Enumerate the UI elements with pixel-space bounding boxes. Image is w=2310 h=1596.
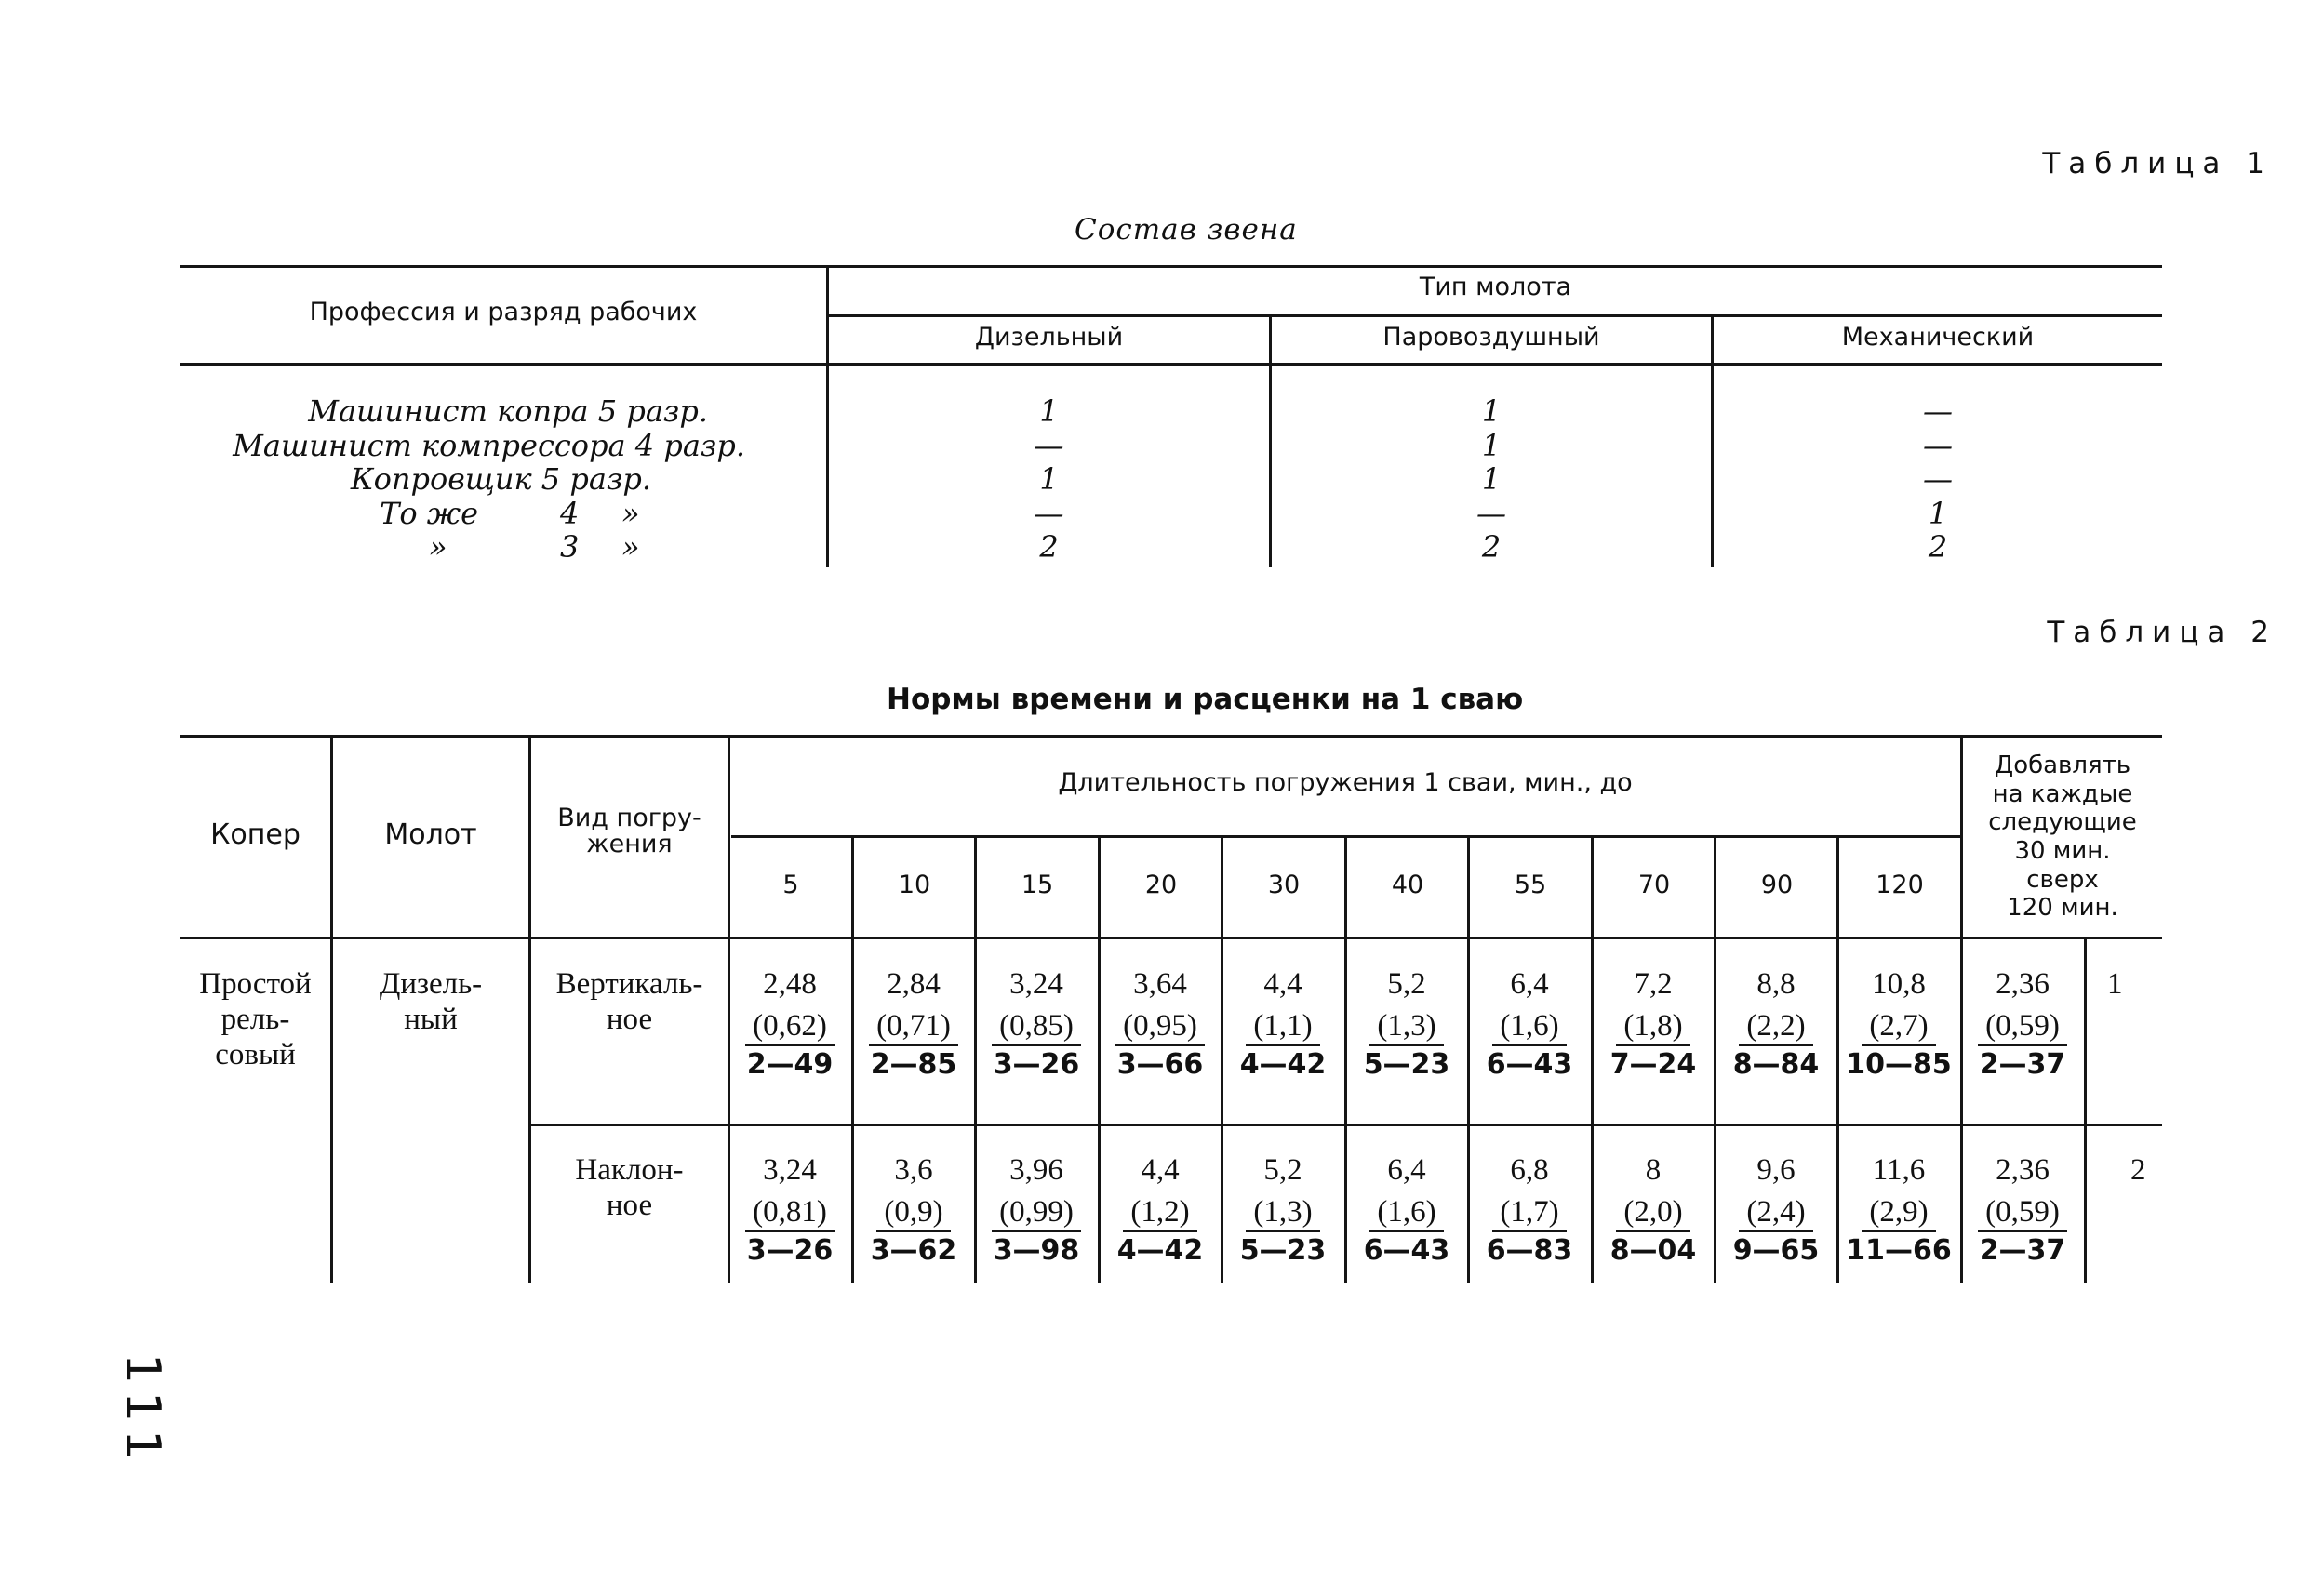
norm-value: 3,24: [763, 1153, 817, 1187]
wage-row: [1470, 1195, 1589, 1232]
wage-row: [977, 1009, 1096, 1046]
norm-value: 6,4: [1510, 967, 1549, 1001]
rate-value: 2—37: [1979, 1234, 2066, 1267]
rate-value: 6—43: [1363, 1234, 1450, 1267]
table1-column-header: Дизельный: [974, 323, 1124, 352]
table1-cell: 1: [1481, 393, 1502, 429]
table2-top-rule: [180, 735, 2162, 738]
wage-row: [1716, 1009, 1836, 1046]
table2-koper-value: Простой рель- совый: [199, 967, 312, 1071]
table2-cell: [1716, 967, 1836, 1081]
table1-cell: 1: [1039, 461, 1059, 497]
wage-value: (1,7): [1492, 1195, 1566, 1232]
wage-row: [977, 1195, 1096, 1232]
table2-row-marker: 2: [2130, 1153, 2146, 1187]
wage-row: [1716, 1195, 1836, 1232]
wage-row: [1223, 1195, 1342, 1232]
wage-value: (0,99): [992, 1195, 1081, 1232]
table2-title: Нормы времени и расценки на 1 сваю: [887, 683, 1524, 716]
wage-row: [730, 1009, 849, 1046]
wage-row: [730, 1195, 849, 1232]
table2-duration-header: 20: [1144, 871, 1178, 899]
table2-cell: [977, 967, 1096, 1081]
table2-cell: [1963, 967, 2082, 1081]
wage-value: (1,2): [1123, 1195, 1196, 1232]
table1-row-label: То же: [380, 496, 479, 531]
wage-value: (0,9): [876, 1195, 950, 1232]
rate-value: 8—84: [1732, 1048, 1820, 1081]
norm-value: 5,2: [1263, 1153, 1302, 1187]
wage-row: [1347, 1195, 1466, 1232]
norm-value: 8,8: [1756, 967, 1796, 1001]
norm-value: 2,36: [1996, 1153, 2050, 1187]
table1-cell: 1: [1039, 393, 1059, 429]
rate-value: 10—85: [1846, 1048, 1952, 1081]
table2-cell: [1594, 1153, 1713, 1267]
wage-value: (1,1): [1246, 1009, 1319, 1046]
table1-cell: 1: [1481, 461, 1502, 497]
wage-value: (1,3): [1369, 1009, 1443, 1046]
table1-row-label: Машинист компрессора 4 разр.: [233, 428, 745, 463]
table1-cell: —: [1923, 393, 1953, 429]
wage-row: [854, 1195, 973, 1232]
wage-value: (1,8): [1616, 1009, 1689, 1046]
table2-duration-header: 30: [1267, 871, 1301, 899]
table2-duration-header: 120: [1876, 871, 1924, 899]
wage-row: [1594, 1009, 1713, 1046]
table2-cell: [1101, 1153, 1220, 1267]
wage-row: [1347, 1009, 1466, 1046]
table1-column-header: Паровоздушный: [1382, 323, 1600, 352]
norm-value: 3,6: [894, 1153, 933, 1187]
rate-value: 3—62: [870, 1234, 957, 1267]
table2-cell: [977, 1153, 1096, 1267]
wage-value: (1,3): [1246, 1195, 1319, 1232]
wage-row: [1594, 1195, 1713, 1232]
norm-value: 6,8: [1510, 1153, 1549, 1187]
table1-row-label-grade: 3: [560, 529, 580, 565]
table2-cell: [1839, 1153, 1958, 1267]
table1-row-label-ditto: »: [621, 496, 640, 531]
table1-header-rule: [180, 363, 2162, 366]
rate-value: 8—04: [1609, 1234, 1697, 1267]
table1-column-header: Механический: [1841, 323, 2035, 352]
rate-value: 5—23: [1363, 1048, 1450, 1081]
wage-value: (1,6): [1492, 1009, 1566, 1046]
table2-cell: [1347, 1153, 1466, 1267]
norm-value: 2,36: [1996, 967, 2050, 1001]
table2-cell: [730, 1153, 849, 1267]
table2-header-vid: Вид погру- жения: [557, 804, 701, 859]
table1-row-label: Копровщик 5 разр.: [350, 461, 651, 497]
table2-molot-value: Дизель- ный: [379, 967, 483, 1036]
table2-cell: [1347, 967, 1466, 1081]
table2-cell: [1594, 967, 1713, 1081]
table2-cell: [1839, 967, 1958, 1081]
table1-top-rule: [180, 265, 2162, 268]
rate-value: 4—42: [1239, 1048, 1327, 1081]
wage-value: (0,62): [745, 1009, 835, 1046]
table1-cell: 2: [1481, 529, 1502, 565]
table2-header-molot: Молот: [384, 818, 477, 851]
table2-header-rule: [180, 937, 2162, 939]
table1-cell: 2: [1039, 529, 1059, 565]
table1-cell: —: [1476, 496, 1506, 531]
norm-value: 11,6: [1872, 1153, 1926, 1187]
wage-row: [1101, 1009, 1220, 1046]
table1-cell: —: [1923, 461, 1953, 497]
table1-cell: —: [1923, 428, 1953, 463]
table2-duration-header: 40: [1391, 871, 1424, 899]
wage-row: [1963, 1195, 2082, 1232]
page-number: 111: [114, 1353, 170, 1469]
wage-row: [1839, 1195, 1958, 1232]
norm-value: 2,84: [887, 967, 941, 1001]
table2-cell: [1963, 1153, 2082, 1267]
wage-row: [1101, 1195, 1220, 1232]
table1-caption: Таблица 1: [2042, 147, 2273, 180]
rate-value: 11—66: [1846, 1234, 1952, 1267]
rate-value: 2—49: [746, 1048, 834, 1081]
rate-value: 7—24: [1609, 1048, 1697, 1081]
norm-value: 5,2: [1387, 967, 1426, 1001]
table2-cell: [1223, 967, 1342, 1081]
table2-duration-header: 70: [1637, 871, 1671, 899]
table2-duration-header: 90: [1760, 871, 1794, 899]
table1-cell: 2: [1928, 529, 1948, 565]
norm-value: 3,96: [1009, 1153, 1063, 1187]
wage-row: [1963, 1009, 2082, 1046]
table1-row-label: Машинист копра 5 разр.: [308, 393, 708, 429]
table2-divider: [728, 735, 730, 939]
rate-value: 4—42: [1116, 1234, 1204, 1267]
table1-cell: 1: [1481, 428, 1502, 463]
table2-header-koper: Копер: [210, 818, 300, 851]
table2-header-add: Добавлять на каждые следующие 30 мин. сверх 120 мин.: [1988, 751, 2137, 923]
wage-value: (1,6): [1369, 1195, 1443, 1232]
rate-value: 6—83: [1486, 1234, 1573, 1267]
wage-value: (0,59): [1978, 1009, 2067, 1046]
rate-value: 6—43: [1486, 1048, 1573, 1081]
table2-header-duration: Длительность погружения 1 сваи, мин., до: [1058, 768, 1633, 797]
table2-duration-header: 10: [898, 871, 931, 899]
table1-cell: 1: [1928, 496, 1948, 531]
table2-duration-rule: [731, 835, 1963, 838]
wage-value: (0,59): [1978, 1195, 2067, 1232]
table2-cell: [854, 967, 973, 1081]
wage-value: (0,95): [1115, 1009, 1205, 1046]
table2-cell: [730, 967, 849, 1081]
norm-value: 3,24: [1009, 967, 1063, 1001]
rate-value: 3—26: [746, 1234, 834, 1267]
table1-row-label-grade: 4: [560, 496, 580, 531]
rate-value: 3—98: [993, 1234, 1080, 1267]
table1-group-rule: [828, 314, 2162, 317]
norm-value: 7,2: [1634, 967, 1673, 1001]
rate-value: 3—66: [1116, 1048, 1204, 1081]
norm-value: 4,4: [1141, 1153, 1180, 1187]
table2-vid-value: Наклон- ное: [575, 1153, 684, 1222]
table2-cell: [854, 1153, 973, 1267]
table1-cell: —: [1034, 496, 1064, 531]
wage-value: (0,81): [745, 1195, 835, 1232]
table2-vid-value: Вертикаль- ное: [555, 967, 703, 1036]
table2-duration-header: 55: [1514, 871, 1547, 899]
rate-value: 3—26: [993, 1048, 1080, 1081]
norm-value: 2,48: [763, 967, 817, 1001]
table1-header-group: Тип молота: [1419, 273, 1572, 301]
table2-cell: [1470, 1153, 1589, 1267]
table2-cell: [1223, 1153, 1342, 1267]
table2-caption: Таблица 2: [2047, 616, 2277, 649]
table2-row-marker: 1: [2107, 967, 2123, 1001]
norm-value: 8: [1645, 1153, 1662, 1187]
wage-value: (2,7): [1862, 1009, 1935, 1046]
table2-duration-header: 5: [782, 871, 799, 899]
table1-title: Состав звена: [1075, 213, 1298, 246]
rate-value: 2—85: [870, 1048, 957, 1081]
norm-value: 6,4: [1387, 1153, 1426, 1187]
table1-header-profession: Профессия и разряд рабочих: [309, 298, 698, 326]
wage-row: [1223, 1009, 1342, 1046]
rate-value: 5—23: [1239, 1234, 1327, 1267]
wage-value: (2,9): [1862, 1195, 1935, 1232]
wage-value: (0,71): [869, 1009, 958, 1046]
wage-value: (0,85): [992, 1009, 1081, 1046]
norm-value: 3,64: [1133, 967, 1187, 1001]
table2-cell: [1470, 967, 1589, 1081]
norm-value: 4,4: [1263, 967, 1302, 1001]
norm-value: 9,6: [1756, 1153, 1796, 1187]
wage-row: [1839, 1009, 1958, 1046]
wage-value: (2,4): [1739, 1195, 1812, 1232]
table1-cell: —: [1034, 428, 1064, 463]
wage-value: (2,0): [1616, 1195, 1689, 1232]
table1-row-label-ditto: »: [621, 529, 640, 565]
wage-row: [854, 1009, 973, 1046]
table2-cell: [1101, 967, 1220, 1081]
wage-row: [1470, 1009, 1589, 1046]
rate-value: 9—65: [1732, 1234, 1820, 1267]
table1-row-label-ditto: »: [429, 529, 447, 565]
table2-duration-header: 15: [1021, 871, 1054, 899]
table2-divider: [2084, 937, 2087, 1283]
rate-value: 2—37: [1979, 1048, 2066, 1081]
norm-value: 10,8: [1872, 967, 1926, 1001]
wage-value: (2,2): [1739, 1009, 1812, 1046]
table2-cell: [1716, 1153, 1836, 1267]
